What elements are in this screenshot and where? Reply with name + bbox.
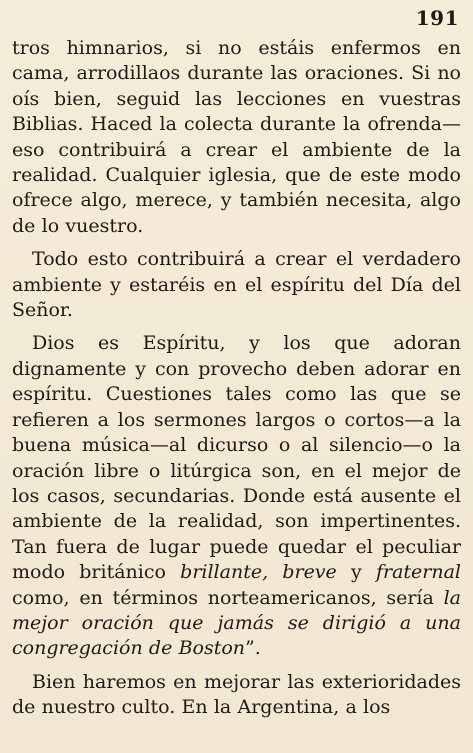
italic-phrase-3: la mejor oración que jamás se dirigió a una congregación de Boston (12, 586, 461, 660)
paragraph-1: tros himnarios, si no estáis enfermos en cama, arrodillaos durante las oraciones. Si no oís bien, seguid las lecciones en vuestras Biblias. Haced la colecta durante la ofrenda—eso contribuirá a crear el ambiente de la realidad. Cualquier iglesia, que de este modo ofrece algo, merece, y también necesita, algo de lo vuestro. (12, 37, 461, 237)
paragraph-3 (12, 331, 461, 661)
italic-phrase-2: fraternal (375, 561, 461, 584)
paragraph-3-text-a: Dios es Espíritu, y los que adoran dignamente y con provecho deben adorar en espíritu. Cuestiones tales como las que se refieren a los sermones largos o cortos—a la buena música—al dicurso o al silencio—o la oración libre o litúrgica son, en el mejor de los casos, secundarias. Donde está ausente el ambiente de la realidad, son impertinentes. Tan fuera de lugar puede quedar el peculiar modo británico (12, 332, 461, 584)
paragraph-3-text-d: ”. (245, 637, 261, 660)
paragraph-4: Bien haremos en mejorar las exterioridades de nuestro culto. En la Argentina, a los (12, 670, 461, 719)
paragraph-3-text-b: y (336, 561, 376, 584)
paragraph-2: Todo esto contribuirá a crear el verdadero ambiente y estaréis en el espíritu del Día del Señor. (12, 248, 461, 322)
italic-phrase-1: brillante, breve (180, 561, 337, 584)
page-number: 191 (415, 6, 459, 30)
paragraph-3-text-c: como, en términos norteamericanos, sería (12, 586, 444, 609)
